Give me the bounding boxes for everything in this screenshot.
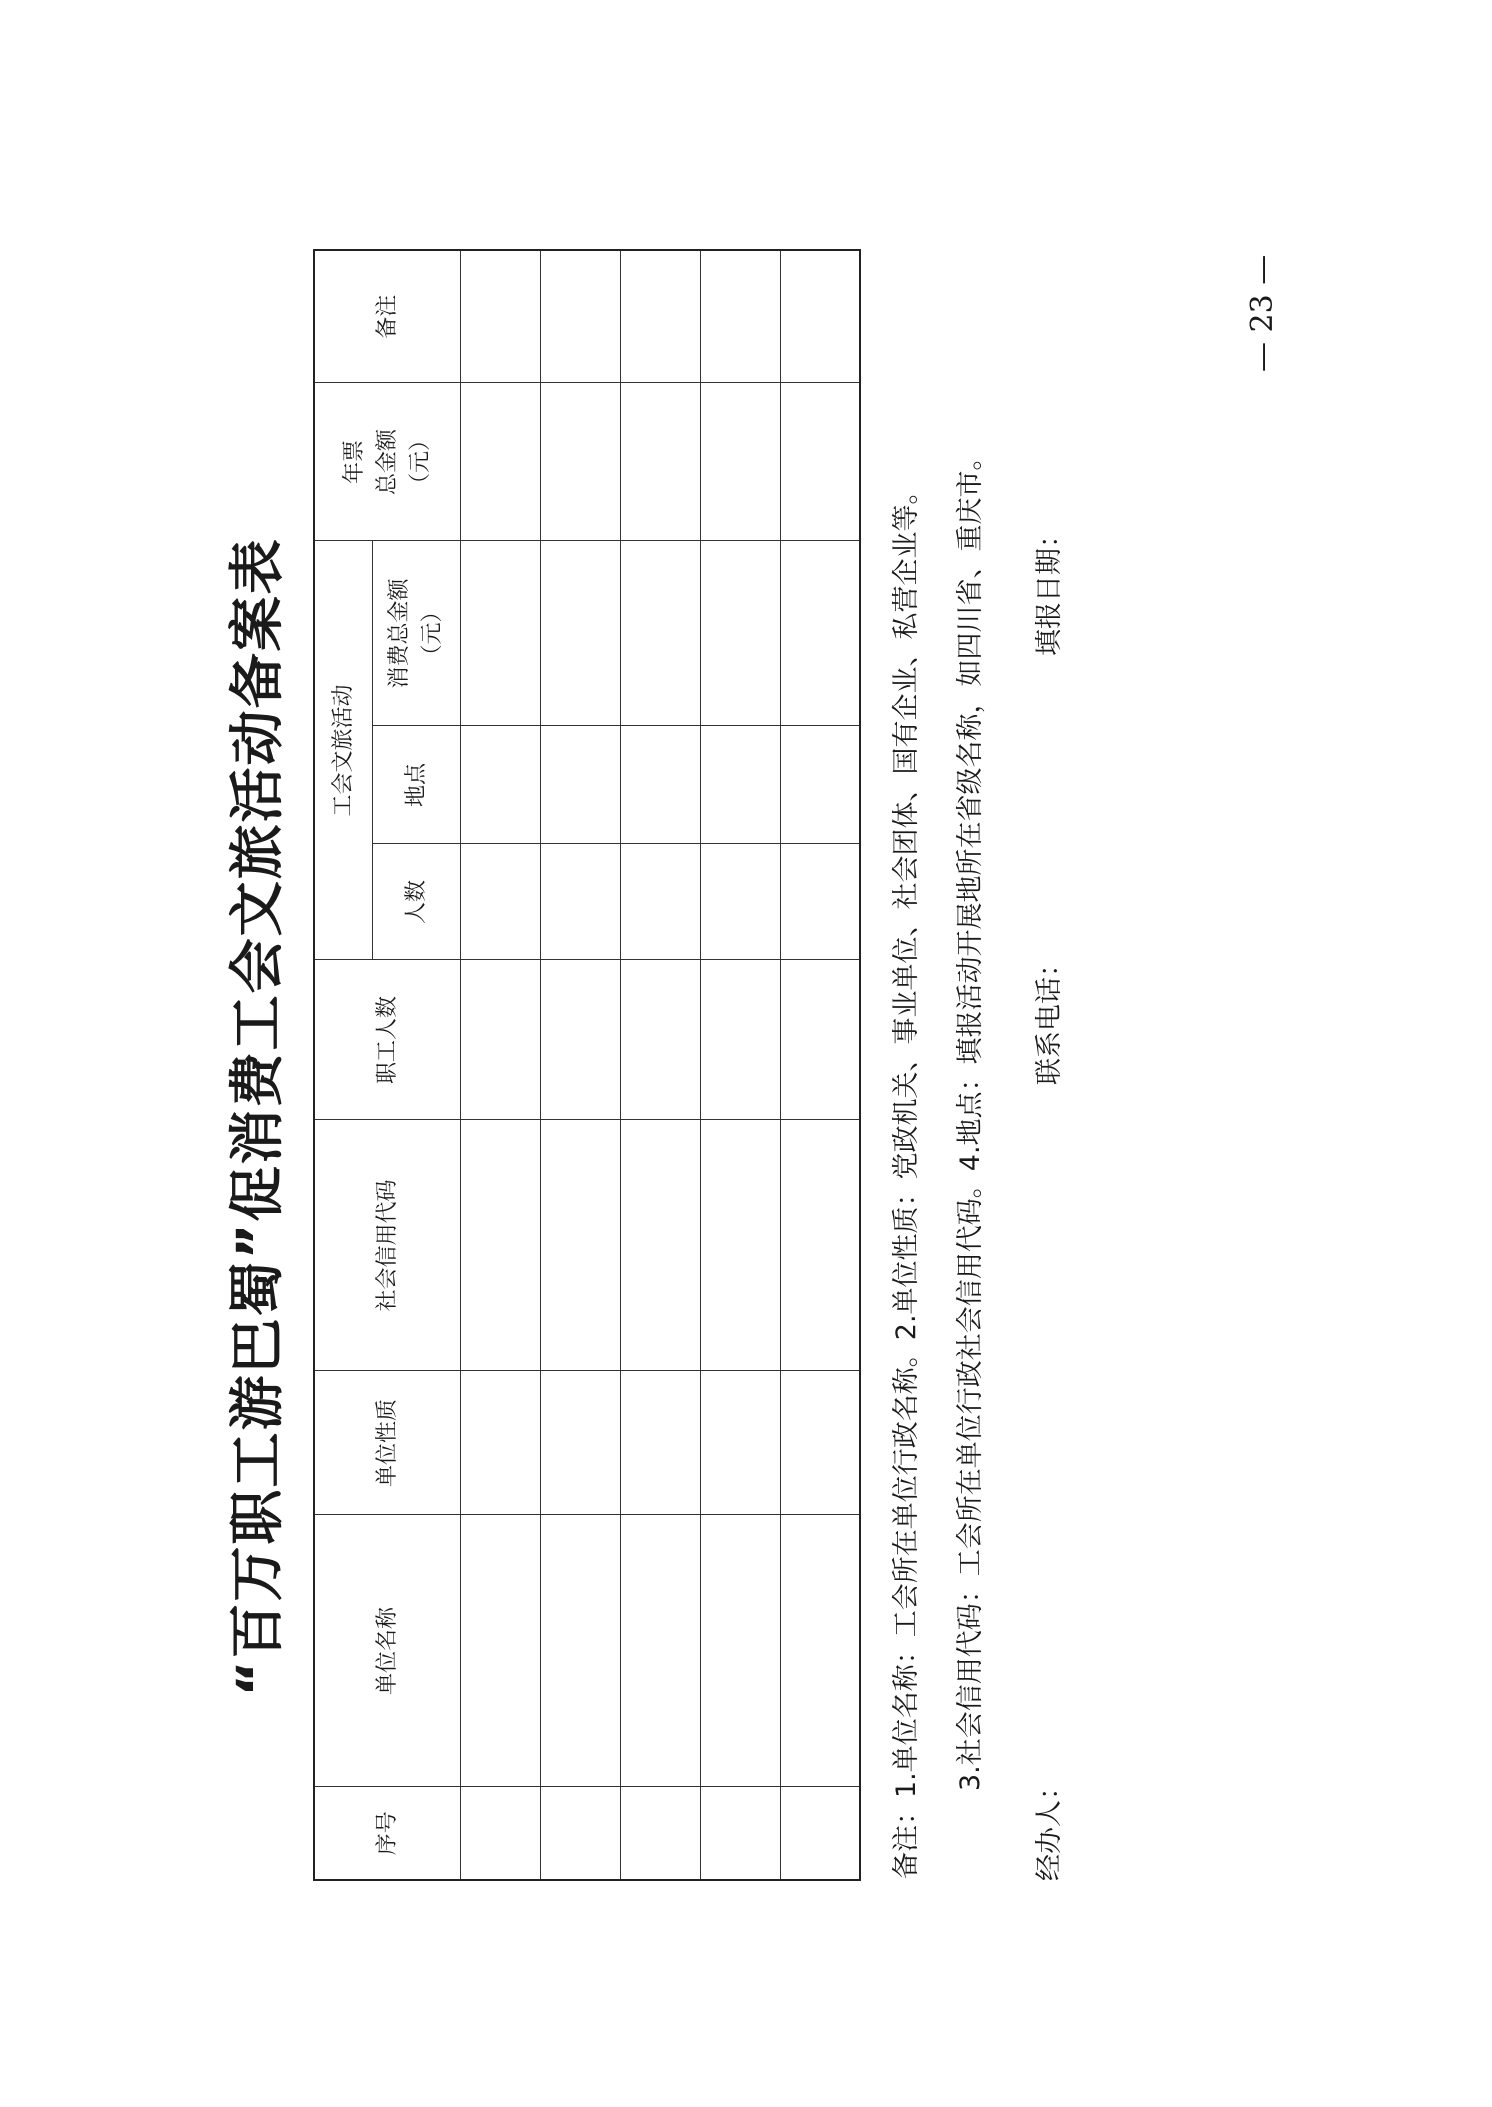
- table-cell[interactable]: [460, 1515, 540, 1787]
- header-annual-ticket-line2: 总金额: [374, 428, 400, 495]
- table-row: [460, 250, 540, 1880]
- table-cell[interactable]: [620, 1515, 700, 1787]
- header-spend-total-line1: 消费总金额: [387, 578, 413, 689]
- table-cell[interactable]: [620, 1371, 700, 1515]
- table-row: [700, 250, 780, 1880]
- notes-block: [875, 179, 1003, 1879]
- phone-label: 联系电话：: [1034, 950, 1065, 1085]
- header-spend-total: [372, 541, 460, 726]
- table-cell[interactable]: [620, 960, 700, 1120]
- table-row: [620, 250, 700, 1880]
- page-number: — 23 —: [1245, 254, 1280, 372]
- table-cell[interactable]: [780, 1787, 860, 1880]
- filing-table: [313, 249, 861, 1881]
- table-cell[interactable]: [780, 844, 860, 960]
- table-cell[interactable]: [540, 960, 620, 1120]
- table-cell[interactable]: [460, 1787, 540, 1880]
- date-label: 填报日期：: [1034, 521, 1065, 656]
- handler-label: 经办人：: [1034, 1773, 1065, 1881]
- table-cell[interactable]: [460, 541, 540, 726]
- header-credit-code: 社会信用代码: [314, 1120, 460, 1371]
- table-cell[interactable]: [620, 844, 700, 960]
- document-title: “百万职工游巴蜀”促消费工会文旅活动备案表: [225, 537, 289, 1697]
- table-cell[interactable]: [780, 383, 860, 541]
- header-location: 地点: [372, 726, 460, 844]
- header-unit-name: 单位名称: [314, 1515, 460, 1787]
- header-annual-ticket-line3: （元）: [407, 428, 433, 495]
- table-cell[interactable]: [460, 844, 540, 960]
- header-spend-total-line2: （元）: [420, 600, 446, 667]
- table-cell[interactable]: [700, 844, 780, 960]
- table-cell[interactable]: [780, 1515, 860, 1787]
- header-activity-group: 工会文旅活动: [314, 541, 372, 960]
- table-cell[interactable]: [460, 1120, 540, 1371]
- table-cell[interactable]: [540, 541, 620, 726]
- table-cell[interactable]: [460, 383, 540, 541]
- table-cell[interactable]: [540, 726, 620, 844]
- table-cell[interactable]: [620, 1120, 700, 1371]
- table-cell[interactable]: [700, 726, 780, 844]
- table-cell[interactable]: [620, 250, 700, 383]
- table-cell[interactable]: [540, 1120, 620, 1371]
- header-remarks: 备注: [314, 250, 460, 383]
- table-cell[interactable]: [700, 960, 780, 1120]
- table-cell[interactable]: [780, 960, 860, 1120]
- table-cell[interactable]: [540, 844, 620, 960]
- table-cell[interactable]: [620, 383, 700, 541]
- table-cell[interactable]: [700, 1120, 780, 1371]
- table-header-row: [314, 250, 372, 1880]
- table-cell[interactable]: [620, 1787, 700, 1880]
- table-cell[interactable]: [460, 250, 540, 383]
- table-cell[interactable]: [700, 250, 780, 383]
- header-annual-ticket-line1: 年票: [341, 439, 367, 484]
- table-cell[interactable]: [540, 1515, 620, 1787]
- notes-line-1: 备注：1.单位名称：工会所在单位行政名称。2.单位性质：党政机关、事业单位、社会团体、国有企业、私营企业等。: [891, 477, 922, 1879]
- table-cell[interactable]: [700, 1371, 780, 1515]
- table-cell[interactable]: [780, 250, 860, 383]
- table-cell[interactable]: [460, 726, 540, 844]
- table-cell[interactable]: [540, 383, 620, 541]
- table-cell[interactable]: [700, 1515, 780, 1787]
- notes-line-2: 3.社会信用代码：工会所在单位行政社会信用代码。4.地点：填报活动开展地所在省级名称，如四川省、重庆市。: [955, 443, 986, 1791]
- table-cell[interactable]: [700, 541, 780, 726]
- table-cell[interactable]: [700, 383, 780, 541]
- table-row: [540, 250, 620, 1880]
- table-cell[interactable]: [620, 726, 700, 844]
- table-row: [780, 250, 860, 1880]
- table-cell[interactable]: [780, 1371, 860, 1515]
- header-people: 人数: [372, 844, 460, 960]
- header-employee-count: 职工人数: [314, 960, 460, 1120]
- table-cell[interactable]: [540, 1787, 620, 1880]
- table-cell[interactable]: [460, 1371, 540, 1515]
- table-cell[interactable]: [780, 726, 860, 844]
- header-unit-nature: 单位性质: [314, 1371, 460, 1515]
- table-cell[interactable]: [460, 960, 540, 1120]
- header-annual-ticket: [314, 383, 460, 541]
- table-cell[interactable]: [700, 1787, 780, 1880]
- table-cell[interactable]: [780, 541, 860, 726]
- table-cell[interactable]: [780, 1120, 860, 1371]
- header-seq: 序号: [314, 1787, 460, 1880]
- table-cell[interactable]: [620, 541, 700, 726]
- table-cell[interactable]: [540, 250, 620, 383]
- table-cell[interactable]: [540, 1371, 620, 1515]
